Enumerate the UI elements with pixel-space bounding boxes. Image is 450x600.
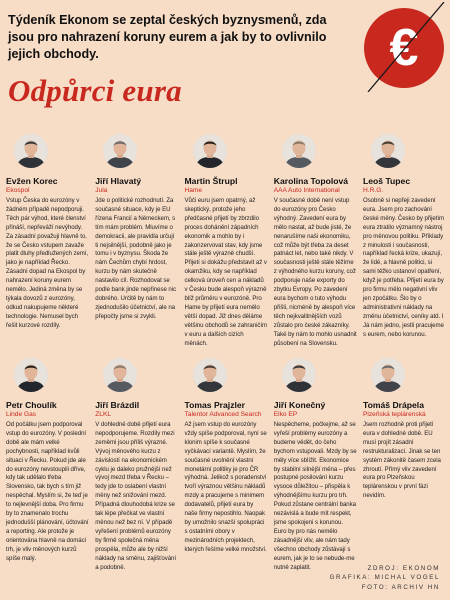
respondents-row-top [6,134,446,348]
portrait-photo [103,358,137,392]
respondents-row-bottom [6,358,446,572]
respondent-name: Tomas Prajzler [184,400,245,410]
lead-text: Týdeník Ekonom se zeptal českých byznysmenů, zda jsou pro nahrazení koruny eurem a jak by to ovlivnilo jejich obchody. [8,13,327,61]
respondent-company: Hame [184,187,203,194]
respondent-company: Jula [95,187,108,194]
respondent-card [185,134,268,348]
page-title: Odpůrci eura [8,73,182,108]
respondent-name: Karolina Topolová [273,176,349,186]
portrait-photo [193,134,227,168]
respondent-company: Elko EP [273,411,298,418]
respondent-card [185,358,268,572]
respondent-company: Ekospol [6,187,30,194]
respondent-card [274,358,357,572]
respondent-card [363,134,446,348]
respondent-company: Talentor Advanced Search [184,411,262,418]
respondent-quote: Nespěcheme, počkejme, až se vyřeší problémy eurozóny a budeme vědět, do čeho bychom vstupovali. Mzdy by se měly více sblížit. Ekonomice by stabilní silnější měna – přes postupné posilování kurzu vysoce důležitou – přispěla k výhodnějšímu kurzu pro trh. Pokud zůstane centrální banka nezávislá a bude mít respekt, jsme spokojeni s korunou. Euro by pro nás nemělo zásadnější vliv, ale nám tady všechno obchody zůstávají s eurem, jak je to se nebude-me nutně zaplatit. [273,421,357,571]
respondent-quote: Vstup Česka do eurozóny v žádném případě nepodporuji. Těch pár výhod, které členství přináší, nepřeváží nevýhody. Za zásadní považuji hlavně to, že se Česko vstupem zavaže platit dluhy předlužených zemí, jako je například Řecko. Zásadní dopad na Ekospol by nahrazení koruny eurem nemělo. Jediná změna by se týkala dovozů z eurozóny, odkud nakupujeme některé technologie. Nemusel bych řešit kurzové rozdíly. [6,197,89,329]
respondent-name: Jiří Brázdil [95,400,140,410]
respondent-name: Leoš Tupec [363,176,411,186]
respondent-name: Martin Štrupl [184,176,238,186]
portrait-photo [14,134,48,168]
respondent-quote: Osobně si nepřeji zavedení eura. Jsem pro zachování české měny. Česko by přijetím eura ztratilo významný nástroj pro měnovou politiku. Příklady z minulosti i současnosti, například řecká krize, ukazují, že lidé, a hlavně politici, si sami těžko ustanoví opatření, když je potřeba. Přijetí eura by pro firmu mělo negativní vliv jen zpočátku. Šlo by o administrativní náklady na změnu účetnictví, ceníky atd. I Já nám jedno, jestli pracujeme s eurem, nebo korunou. [363,197,445,338]
respondent-card [363,358,446,572]
respondent-company: AAA Auto International [273,187,340,194]
respondent-company: H.R.G. [363,187,384,194]
respondent-name: Evžen Korec [6,176,58,186]
respondent-card [95,358,178,572]
svg-text:€: € [389,19,419,77]
credit-photo: FOTO: ARCHIV HN [361,583,440,591]
respondent-quote: Vůči euru jsem opatrný, až skeptický, protože jeho předčasné přijetí by zbrzdilo proces dohánění západních ekonomik a mohlo by i zakonzervovat stav, kdy jsme stále ještě výrazně chudší. Přijetí si dokážu představit až v okamžiku, kdy se například celková úroveň cen a nákladů v Česku bude alespoň výrazně blíž průměru v eurozóně. Pro Hame by přijetí eura nemělo větší dopad. Již dnes děláme většinu obchodů se zahraničím v euru a dalších cizích měnách. [184,197,268,347]
respondent-quote: V dohledné době přijetí eura nepodporujeme. Rozdíly mezi zeměmi jsou příliš výrazné. Vývoj měnového kurzu z závislostí na ekonomickém cyklu je daleko pružnější než vývoj mezd třeba v Řecku – tedy jde to oslabení vlastní měny než snižování mezd. Případná dlouhodobá krize se tak lépe přečkat ve vlastní měnou než bez ní. V případě vyřešení problémů eurozóny by firmě společná měna prospěla, může ale by nižší náklady na směnu, zajišťování a podobně. [95,421,177,571]
respondent-quote: Až jsem vstup do eurozóny vždy spíše podporoval, nyní se klonim spíše k současné vyčkávací variantě. Myslím, že současné uvolnění vlastní monetární politiky je pro ČR výhodná. Jelikož s poradenství tvoří výraznou většinu nákladů mzdy a pracujeme s minimem dodavatelů, přijetí eura by naše firmy nepostihlo. Naopak by umožnilo snazší spolupráci s ostatními obory v mezinárodních projektech, kterých řešíme velké množství. [184,421,267,553]
portrait-photo [282,134,316,168]
credit-source: ZDROJ: EKONOM [367,564,440,572]
respondent-name: Petr Choulík [6,400,57,410]
credits [330,564,440,592]
respondent-company: Linde Gas [6,411,37,418]
portrait-photo [103,134,137,168]
respondent-card [6,134,89,348]
respondent-quote: Jsem rozhodně proti přijetí eura v dohledné době. EU musí projít zásadní restrukturalizací. Jinak se ten systém zákonitě časem zcela zhroutí. Přímý vliv zavedení eura pro Plzeňskou teplárenskou v první fázi nevidím. [363,421,441,500]
portrait-photo [282,358,316,392]
portrait-photo [14,358,48,392]
respondent-card [274,134,357,348]
portrait-photo [193,358,227,392]
respondent-card [95,134,178,348]
credit-graphics: GRAFIKA: MICHAL VOGEL [329,574,440,582]
respondent-quote: Jde o politické rozhodnutí. Za současné situace, kdy je EU řízena Francií a Německem, s tím mám problém. Mluvíme o demokracii, ale pravidla určují ti nejsilnější, podobně jako je tomu i v byznysu. Škoda že nám Čechům chybí hrdost, kurzu by nám skutečně nastavilo cíl. Rozhodovat se podle bank jinde nepřinese nic dobrého. Určitě by nám to zjednodušilo účetnictví, ale na přepočty jsme si zvykli. [95,197,177,320]
respondent-name: Jiří Konečný [273,400,326,410]
respondent-name: Tomáš Drápela [363,400,424,410]
no-euro-icon [356,2,446,92]
respondent-quote: Od počátku jsem podporoval vstup do eurozóny. V poslední době ale mám velké pochybnosti, například kvůli situaci v Řecku. Pokud jde ale do eurozóny nevstoupili dříve, kdy tak udělalo třeba Slovensko, tak bych s tím již nespěchal. Myslím si, že teď je to nejlevnější doba. Pro firmu by to znamenalo trochu jednodušší plánování, účtování a reporting. Ale protože je orientována hlavně na domácí trh, je vliv měnových kurzů spíše malý. [6,421,89,562]
respondent-name: Jiří Hlavatý [95,176,142,186]
respondent-company: ZLKL [95,411,112,418]
portrait-photo [371,358,405,392]
respondent-company: Plzeňská teplárenská [363,411,426,418]
portrait-photo [371,134,405,168]
respondent-quote: V současné době není vstup do eurozóny pro Česko výhodný. Zavedení eura by mělo nastat, až bude jisté, že nenarušíme naši ekonomiku, což může být třeba za deset patnáct let, nebo také nikdy. V současnosti ještě stále těžíme z výhodného kurzu koruny, což podporuje naše exporty do zbytku Evropy. Po zavedení eura bychom o tuto výhodu přišli, nicméně by alespoň více těch nejkvalitnějších vozů zůstalo pro české zákazníky. Také by nám to mohlo usnadnit působení na Slovensku. [273,197,357,347]
respondent-card [6,358,89,572]
article-header [8,12,348,107]
